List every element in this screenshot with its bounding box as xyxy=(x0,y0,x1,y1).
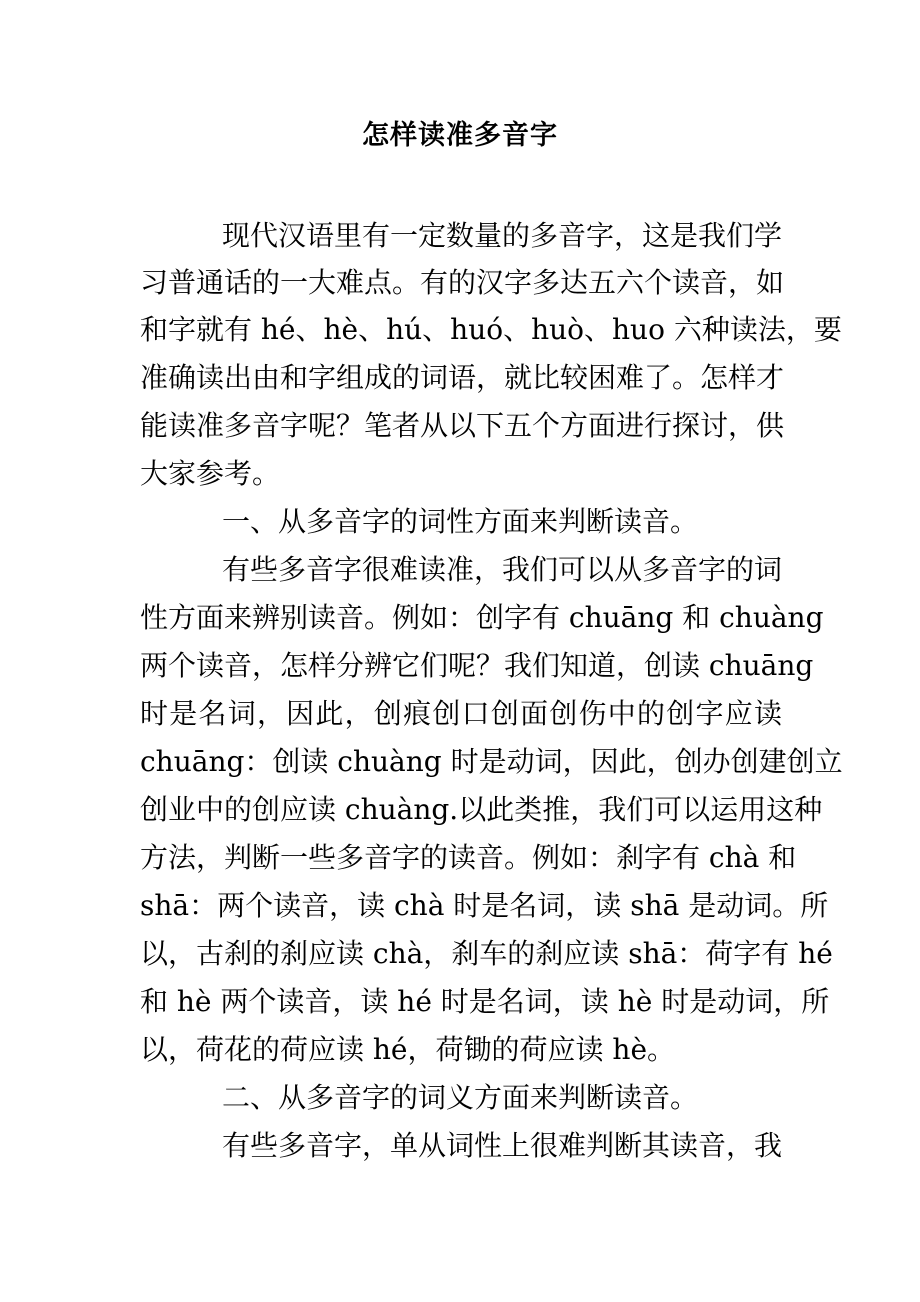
paragraph-line: 大家参考。 xyxy=(140,457,281,490)
paragraph-line: 现代汉语里有一定数量的多音字，这是我们学 xyxy=(222,219,783,252)
paragraph-line: chuāng：创读 chuàng 时是动词，因此，创办创建创立 xyxy=(140,745,843,778)
paragraph-line: 时是名词，因此，创痕创口创面创伤中的创字应读 xyxy=(140,697,782,730)
paragraph-line: 方法，判断一些多音字的读音。例如：刹字有 chà 和 xyxy=(140,841,797,874)
paragraph-line: 有些多音字，单从词性上很难判断其读音，我 xyxy=(222,1129,783,1162)
paragraph-line: 和字就有 hé、hè、hú、huó、huò、huo 六种读法，要 xyxy=(140,313,842,346)
section-heading: 一、从多音字的词性方面来判断读音。 xyxy=(222,505,699,538)
section-heading: 二、从多音字的词义方面来判断读音。 xyxy=(222,1081,699,1114)
paragraph-line: 和 hè 两个读音，读 hé 时是名词，读 hè 时是动词，所 xyxy=(140,985,830,1018)
paragraph-line: 性方面来辨别读音。例如：创字有 chuāng 和 chuàng xyxy=(140,601,824,634)
paragraph-line: 创业中的创应读 chuàng.以此类推，我们可以运用这种 xyxy=(140,793,823,826)
paragraph-line: 习普通话的一大难点。有的汉字多达五六个读音，如 xyxy=(140,266,785,299)
paragraph-line: 以，古刹的刹应读 chà，刹车的刹应读 shā：荷字有 hé xyxy=(140,937,833,970)
paragraph-line: 能读准多音字呢？笔者从以下五个方面进行探讨，供 xyxy=(140,409,785,442)
paragraph-line: 以，荷花的荷应读 hé，荷锄的荷应读 hè。 xyxy=(140,1033,676,1066)
paragraph-line: 两个读音，怎样分辨它们呢？我们知道，创读 chuāng xyxy=(140,649,814,682)
paragraph-line: 准确读出由和字组成的词语，就比较困难了。怎样才 xyxy=(140,361,785,394)
document-title: 怎样读准多音字 xyxy=(362,120,558,151)
paragraph-line: shā：两个读音，读 chà 时是名词，读 shā 是动词。所 xyxy=(140,889,829,922)
paragraph-line: 有些多音字很难读准，我们可以从多音字的词 xyxy=(222,553,783,586)
